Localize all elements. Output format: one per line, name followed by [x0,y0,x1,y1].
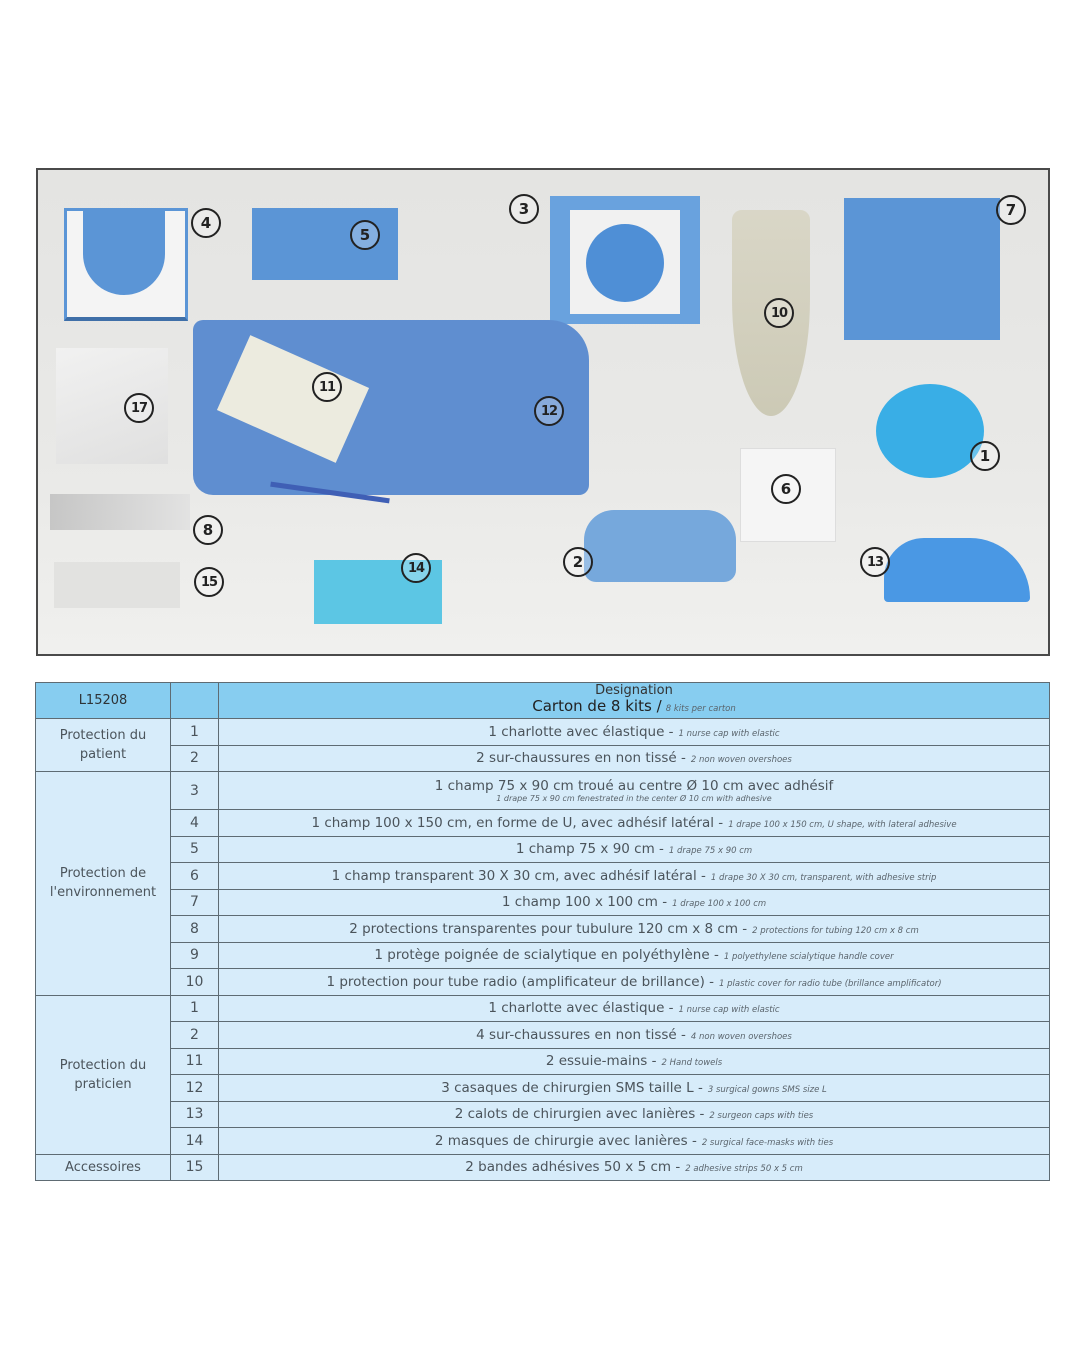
item-number-cell: 3 [171,772,219,810]
item-number-cell: 14 [171,1128,219,1155]
designation-cell [219,1101,1050,1128]
designation-fr: 1 charlotte avec élastique - [488,723,674,740]
item-number-badge: 11 [312,372,342,402]
designation-fr: 1 champ 75 x 90 cm troué au centre Ø 10 cm avec adhésif [434,778,834,794]
overshoes-image [584,510,736,582]
designation-cell [219,942,1050,969]
designation-cell [219,863,1050,890]
designation-en: 1 plastic cover for radio tube (brillance amplificator) [719,978,942,989]
table-row [36,995,1050,1022]
table-row [36,1048,1050,1075]
designation-fr: 1 champ 100 x 150 cm, en forme de U, avec adhésif latéral - [311,814,724,831]
designation-fr: 2 sur-chaussures en non tissé - [476,750,686,767]
designation-fr: 1 protège poignée de scialytique en polyéthylène - [374,947,719,964]
item-number-cell: 8 [171,916,219,943]
table-row [36,745,1050,772]
item-number-cell: 2 [171,1022,219,1049]
carton-label-en: 8 kits per carton [665,704,736,714]
table-row [36,772,1050,810]
reference-header: L15208 [36,683,171,719]
item-number-badge: 4 [191,208,221,238]
designation-cell [219,889,1050,916]
adhesive-strips-image [54,562,180,608]
item-number-badge: 12 [534,396,564,426]
designation-en: 2 Hand towels [661,1058,723,1069]
designation-header [219,683,1050,719]
item-number-badge: 8 [193,515,223,545]
item-number-badge: 5 [350,220,380,250]
designation-cell [219,745,1050,772]
item-number-cell: 1 [171,719,219,746]
table-row [36,719,1050,746]
item-number-badge: 17 [124,393,154,423]
item-number-cell: 4 [171,810,219,837]
item-number-badge: 13 [860,547,890,577]
item-number-badge: 15 [194,567,224,597]
surgeon-cap-image [884,538,1030,602]
designation-fr: 2 bandes adhésives 50 x 5 cm - [465,1159,681,1176]
nurse-cap-image [876,384,984,478]
table-row [36,942,1050,969]
table-row [36,889,1050,916]
item-number-cell: 5 [171,836,219,863]
designation-cell [219,1048,1050,1075]
designation-fr: 3 casaques de chirurgien SMS taille L - [441,1079,703,1096]
item-number-cell: 10 [171,969,219,996]
designation-fr: 1 protection pour tube radio (amplificateur de brillance) - [326,973,715,990]
designation-title: Designation [595,683,673,698]
designation-en: 2 adhesive strips 50 x 5 cm [685,1164,803,1175]
item-number-cell: 2 [171,745,219,772]
designation-en: 2 surgeon caps with ties [709,1111,814,1122]
item-number-badge: 6 [771,474,801,504]
designation-cell [219,995,1050,1022]
designation-cell [219,1022,1050,1049]
table-row [36,810,1050,837]
designation-fr: 1 charlotte avec élastique - [488,1000,674,1017]
designation-cell [219,719,1050,746]
designation-fr: 2 protections transparentes pour tubulure 120 cm x 8 cm - [349,920,748,937]
carton-label: Carton de 8 kits / [532,697,662,715]
table-row [36,836,1050,863]
item-number-badge: 1 [970,441,1000,471]
item-number-cell: 13 [171,1101,219,1128]
designation-en: 1 drape 100 x 150 cm, U shape, with lateral adhesive [728,819,957,830]
table-row [36,1101,1050,1128]
category-cell: Protection du praticien [36,995,171,1154]
designation-cell [219,1154,1050,1181]
kit-composition-table [35,682,1050,1181]
designation-en: 2 surgical face-masks with ties [701,1137,834,1148]
designation-en: 2 non woven overshoes [690,755,792,766]
designation-cell [219,772,1050,810]
designation-fr: 1 champ transparent 30 X 30 cm, avec adhésif latéral - [331,867,706,884]
table-row [36,1022,1050,1049]
designation-en: 1 drape 100 x 100 cm [672,899,767,910]
drape-100x100-image [844,198,1000,340]
designation-fr: 2 masques de chirurgie avec lanières - [434,1132,697,1149]
designation-en: 2 protections for tubing 120 cm x 8 cm [752,925,919,936]
category-cell: Accessoires [36,1154,171,1181]
designation-fr: 2 calots de chirurgien avec lanières - [454,1106,705,1123]
designation-cell [219,1128,1050,1155]
designation-en: 1 drape 30 X 30 cm, transparent, with adhesive strip [710,872,937,883]
designation-en: 1 polyethylene scialytique handle cover [723,952,894,963]
item-number-badge: 10 [764,298,794,328]
designation-cell [219,836,1050,863]
item-number-cell: 11 [171,1048,219,1075]
fenestrated-drape-image [550,196,700,324]
u-shape-drape-image [64,208,188,321]
designation-en: 4 non woven overshoes [690,1031,792,1042]
designation-fr: 1 champ 75 x 90 cm - [515,841,664,858]
item-number-cell: 1 [171,995,219,1022]
designation-fr: 4 sur-chaussures en non tissé - [476,1026,686,1043]
table-row [36,863,1050,890]
item-number-cell: 15 [171,1154,219,1181]
table-row [36,1154,1050,1181]
designation-cell [219,916,1050,943]
item-number-cell: 7 [171,889,219,916]
table-row [36,969,1050,996]
item-number-badge: 14 [401,553,431,583]
item-number-cell: 9 [171,942,219,969]
designation-en: 3 surgical gowns SMS size L [707,1084,827,1095]
designation-en: 1 nurse cap with elastic [678,728,780,739]
designation-cell [219,969,1050,996]
tubing-protection-image [50,494,190,530]
designation-fr: 1 champ 100 x 100 cm - [501,894,668,911]
item-number-cell: 12 [171,1075,219,1102]
item-number-badge: 2 [563,547,593,577]
designation-cell [219,810,1050,837]
category-cell: Protection de l'environnement [36,772,171,996]
designation-en: 1 nurse cap with elastic [678,1005,780,1016]
designation-fr: 2 essuie-mains - [545,1053,657,1070]
table-row [36,1075,1050,1102]
designation-cell [219,1075,1050,1102]
category-cell: Protection du patient [36,719,171,772]
item-number-badge: 3 [509,194,539,224]
item-number-badge: 7 [996,195,1026,225]
designation-en: 1 drape 75 x 90 cm fenestrated in the center Ø 10 cm with adhesive [496,794,772,803]
table-row [36,1128,1050,1155]
number-header [171,683,219,719]
item-number-cell: 6 [171,863,219,890]
table-row [36,916,1050,943]
designation-en: 1 drape 75 x 90 cm [668,846,753,857]
